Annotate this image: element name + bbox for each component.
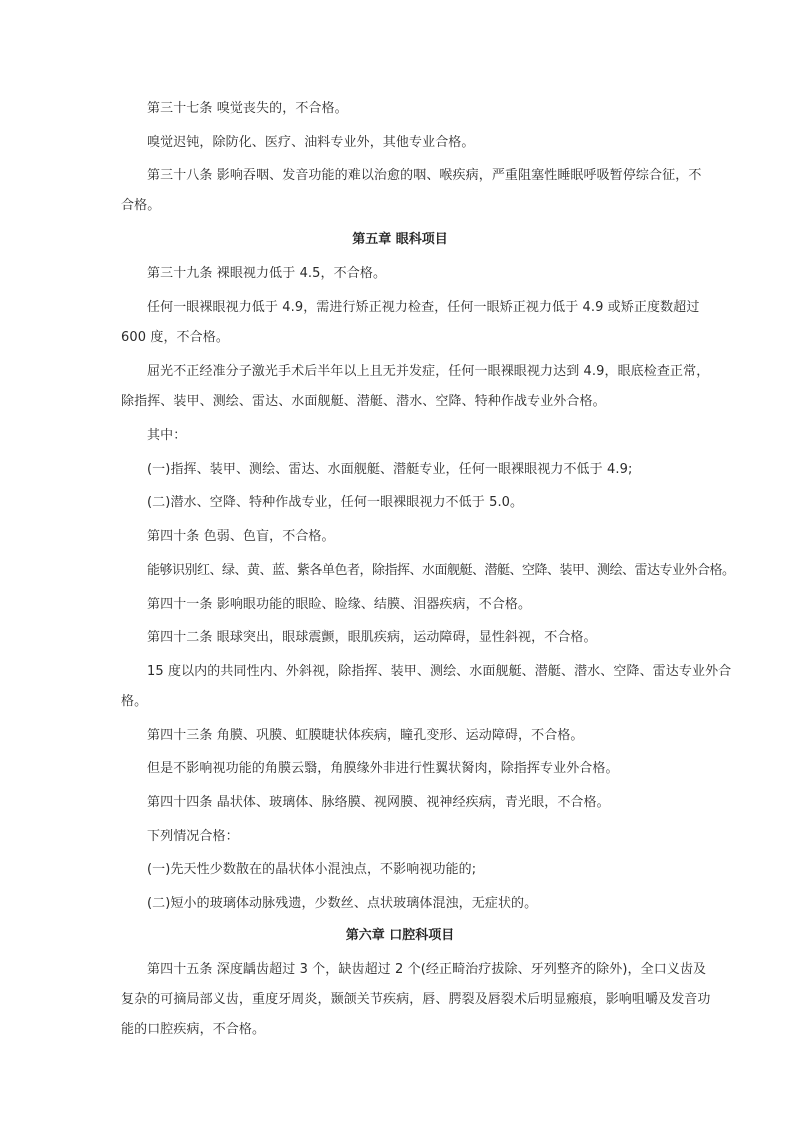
article-38-continued: 合格。 (121, 198, 161, 213)
article-39-note-1-continued: 600 度，不合格。 (121, 330, 229, 345)
article-44-intro: 下列情况合格： (147, 829, 239, 844)
article-44-item-1: (一)先天性少数散在的晶状体小混浊点，不影响视功能的; (147, 862, 477, 877)
article-40-note: 能够识别红、绿、黄、蓝、紫各单色者，除指挥、水面舰艇、潜艇、空降、装甲、测绘、雷达专业外合格。 (147, 563, 735, 578)
article-40: 第四十条 色弱、色盲，不合格。 (147, 529, 335, 544)
article-42-note: 15 度以内的共同性内、外斜视，除指挥、装甲、测绘、水面舰艇、潜艇、潜水、空降、雷达专业外合 (147, 664, 732, 679)
article-43: 第四十三条 角膜、巩膜、虹膜睫状体疾病，瞳孔变形、运动障碍，不合格。 (147, 728, 584, 743)
article-42-note-continued: 格。 (121, 694, 148, 709)
article-44: 第四十四条 晶状体、玻璃体、脉络膜、视网膜、视神经疾病，青光眼，不合格。 (147, 795, 610, 810)
article-37: 第三十七条 嗅觉丧失的，不合格。 (147, 101, 348, 116)
article-41: 第四十一条 影响眼功能的眼睑、睑缘、结膜、泪器疾病，不合格。 (147, 597, 532, 612)
article-45: 第四十五条 深度龋齿超过 3 个，缺齿超过 2 个(经正畸治疗拔除、牙列整齐的除外)，全口义齿及 (147, 962, 707, 977)
article-39-note-2: 屈光不正经准分子激光手术后半年以上且无并发症，任何一眼裸眼视力达到 4.9，眼底检查正常， (147, 364, 710, 379)
article-39-item-1: (一)指挥、装甲、测绘、雷达、水面舰艇、潜艇专业，任何一眼裸眼视力不低于 4.9; (147, 462, 633, 477)
article-44-item-2: (二)短小的玻璃体动脉残遗，少数丝、点状玻璃体混浊，无症状的。 (147, 896, 538, 911)
article-39-note-1: 任何一眼裸眼视力低于 4.9，需进行矫正视力检查，任何一眼矫正视力低于 4.9 或矫正度数超过 (147, 300, 700, 315)
article-38: 第三十八条 影响吞咽、发音功能的难以治愈的咽、喉疾病，严重阻塞性睡眠呼吸暂停综合征，不 (147, 168, 702, 183)
article-39-item-2: (二)潜水、空降、特种作战专业，任何一眼裸眼视力不低于 5.0。 (147, 495, 524, 510)
chapter-5-heading: 第五章 眼科项目 (352, 232, 448, 247)
article-39-among: 其中： (147, 428, 187, 443)
chapter-6-heading: 第六章 口腔科项目 (345, 928, 455, 943)
article-37-note: 嗅觉迟钝，除防化、医疗、油料专业外，其他专业合格。 (147, 135, 475, 150)
article-45-continued-1: 复杂的可摘局部义齿，重度牙周炎，颞颌关节疾病，唇、腭裂及唇裂术后明显瘢痕，影响咀嚼及发音功 (121, 992, 711, 1007)
article-39: 第三十九条 裸眼视力低于 4.5，不合格。 (147, 266, 387, 281)
article-45-continued-2: 能的口腔疾病，不合格。 (121, 1022, 266, 1037)
article-42: 第四十二条 眼球突出，眼球震颤，眼肌疾病，运动障碍，显性斜视，不合格。 (147, 630, 597, 645)
article-43-note: 但是不影响视功能的角膜云翳，角膜缘外非进行性翼状胬肉，除指挥专业外合格。 (147, 761, 619, 776)
article-39-note-2-continued: 除指挥、装甲、测绘、雷达、水面舰艇、潜艇、潜水、空降、特种作战专业外合格。 (121, 394, 606, 409)
